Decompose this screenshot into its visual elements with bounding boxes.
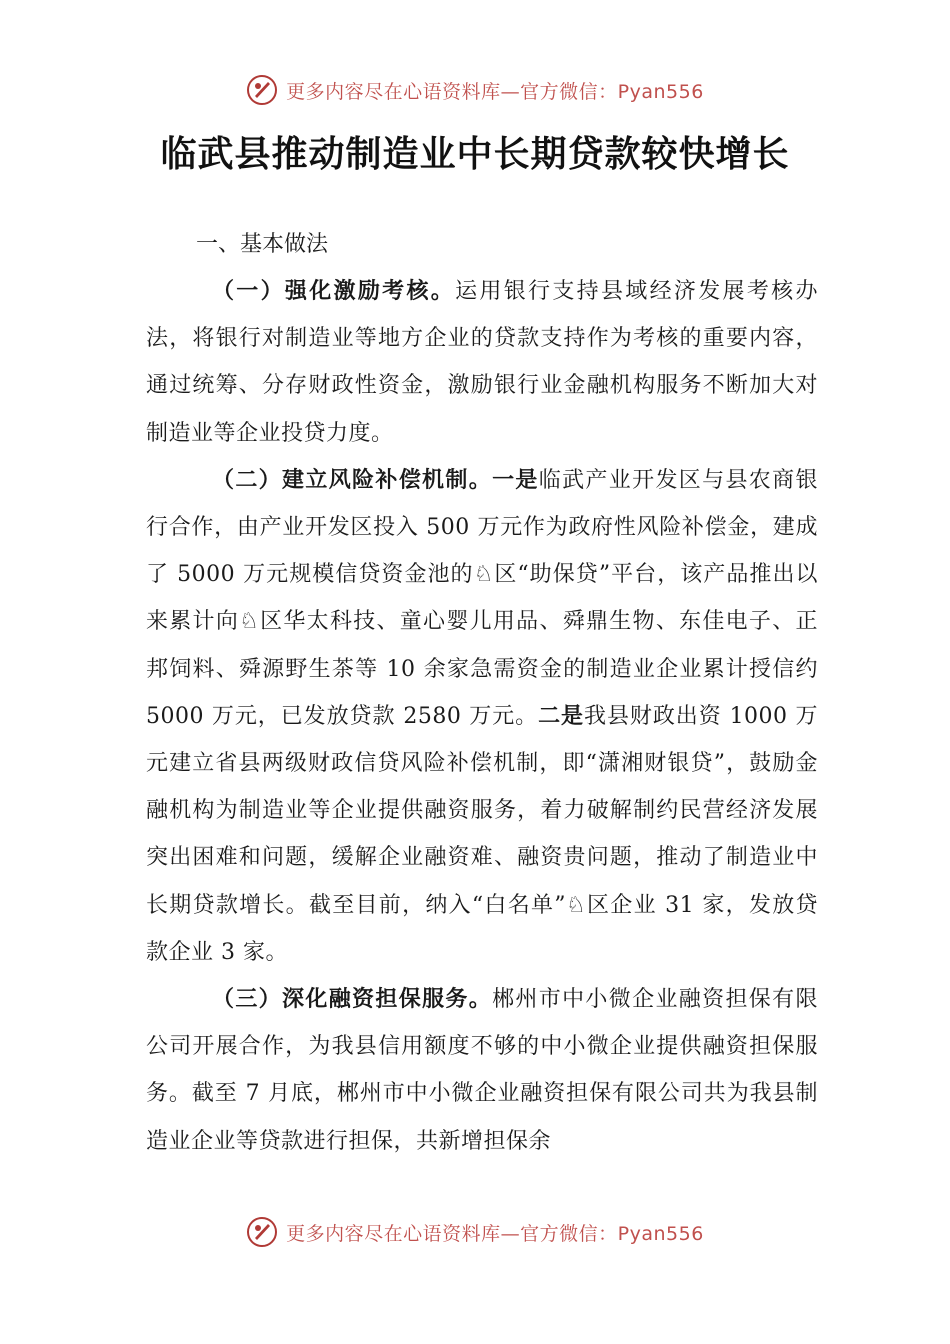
brand-logo-icon [246, 1216, 278, 1248]
paragraph-lead: （二）建立风险补偿机制。 [212, 467, 493, 493]
watermark-text: 更多内容尽在心语资料库—官方微信：Pyan556 [286, 80, 704, 103]
section-heading: 一、基本做法 [196, 232, 329, 257]
paragraph-2: （二）建立风险补偿机制。一是临武产业开发区与县农商银行合作，由产业开发区投入 500 万元作为政府性风险补偿金，建成了 5000 万元规模信贷资金池的♘区“助保贷”平台，该产品推出以来累计向♘区华太科技、童心婴儿用品、舜鼎生物、东佳电子、正邦饲料、舜源野生茶等 10 余家急需资金的制造业企业累计授信约5000 万元，已发放贷款 2580 万元。二是我县财政出资 1000 万元建立省县两级财政信贷风险补偿机制，即“潇湘财银贷”，鼓励金融机构为制造业等企业提供融资服务，着力破解制约民营经济发展突出困难和问题，缓解企业融资难、融资贵问题，推动了制造业中长期贷款增长。截至目前，纳入“白名单”♘区企业 31 家，发放贷款企业 3 家。 [146, 467, 818, 965]
paragraph-lead: （一）强化激励考核。 [212, 279, 456, 304]
paragraph-1: （一）强化激励考核。运用银行支持县域经济发展考核办法，将银行对制造业等地方企业的贷款支持作为考核的重要内容，通过统筹、分存财政性资金，激励银行业金融机构服务不断加大对制造业等企业投贷力度。 [146, 279, 818, 446]
watermark-text: 更多内容尽在心语资料库—官方微信：Pyan556 [286, 1222, 704, 1245]
document-title: 临武县推动制造业中长期贷款较快增长 [160, 133, 790, 175]
paragraph-3: （三）深化融资担保服务。郴州市中小微企业融资担保有限公司开展合作，为我县信用额度不够的中小微企业提供融资担保服务。截至 7 月底，郴州市中小微企业融资担保有限公司共为我县制造业企业等贷款进行担保，共新增担保余 [146, 987, 818, 1154]
brand-logo-icon [246, 74, 278, 106]
footer-watermark [0, 1216, 950, 1248]
paragraph-lead: （三）深化融资担保服务。 [212, 987, 493, 1013]
document-body [146, 222, 818, 1165]
header-watermark [0, 74, 950, 106]
